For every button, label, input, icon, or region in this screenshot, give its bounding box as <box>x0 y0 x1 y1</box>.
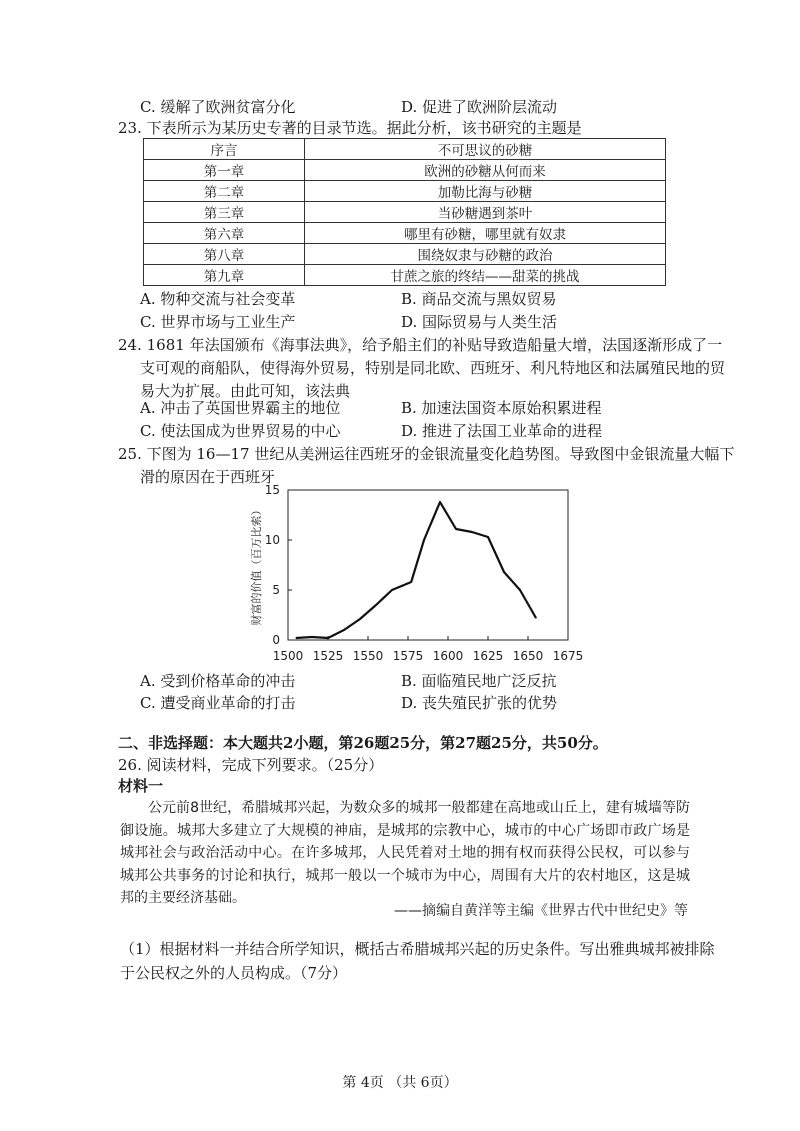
toc-row <box>144 160 666 181</box>
toc-chapter: 第一章 <box>144 160 305 181</box>
toc-title: 围绕奴隶与砂糖的政治 <box>305 244 666 265</box>
data-point <box>391 589 392 590</box>
question1-line1: （1）根据材料一并结合所学知识，概括古希腊城邦兴起的历史条件。写出雅典城邦被排除 <box>120 940 715 958</box>
question1-line2: 于公民权之外的人员构成。（7分） <box>120 964 348 982</box>
y-tick-label: 10 <box>264 533 280 547</box>
data-point <box>295 637 296 638</box>
y-axis-label-text: 财富的价值（百万比索） <box>250 504 263 626</box>
y-axis-label <box>249 505 263 626</box>
q24-stem-line3: 易大为扩展。由此可知，该法典 <box>140 382 351 400</box>
q26-stem: 26. 阅读材料，完成下列要求。（25分） <box>118 756 384 774</box>
x-tick-label: 1525 <box>312 649 344 663</box>
toc-row <box>144 202 666 223</box>
toc-title: 哪里有砂糖，哪里就有奴隶 <box>305 223 666 244</box>
q24-option-b: B. 加速法国资本原始积累进程 <box>401 399 602 417</box>
material-source: ——摘编自黄洋等主编《世界古代中世纪史》等 <box>394 903 688 919</box>
q24-option-a: A. 冲击了英国世界霸主的地位 <box>140 399 341 417</box>
page-footer: 第 4页 （共 6页） <box>342 1075 458 1091</box>
x-tick-label: 1575 <box>392 649 424 663</box>
q23-option-a: A. 物种交流与社会变革 <box>140 290 296 308</box>
toc-title: 不可思议的砂糖 <box>305 139 666 160</box>
toc-title: 欧洲的砂糖从何而来 <box>305 160 666 181</box>
data-point <box>359 618 360 619</box>
toc-title: 加勒比海与砂糖 <box>305 181 666 202</box>
data-point <box>487 536 488 537</box>
toc-chapter: 第八章 <box>144 244 305 265</box>
y-tick-label: 15 <box>264 483 280 497</box>
toc-chapter: 第三章 <box>144 202 305 223</box>
data-point <box>503 571 504 572</box>
y-tick-label: 0 <box>272 633 280 647</box>
data-point <box>327 637 328 638</box>
x-tick-label: 1625 <box>472 649 504 663</box>
q24-stem-line2: 支可观的商船队，使得海外贸易，特别是同北欧、西班牙、利凡特地区和法属殖民地的贸 <box>140 359 726 377</box>
toc-row <box>144 181 666 202</box>
q25-option-a: A. 受到价格革命的冲击 <box>140 672 296 690</box>
q23-option-c: C. 世界市场与工业生产 <box>140 313 296 331</box>
silver-flow-chart <box>246 480 584 680</box>
material-passage <box>120 797 690 910</box>
toc-chapter: 序言 <box>144 139 305 160</box>
data-point <box>439 501 440 502</box>
data-point <box>411 581 412 582</box>
q23-option-d: D. 国际贸易与人类生活 <box>401 313 558 331</box>
data-point <box>375 604 376 605</box>
data-point <box>343 629 344 630</box>
material-title: 材料一 <box>118 777 164 795</box>
data-point <box>423 539 424 540</box>
toc-chapter: 第二章 <box>144 181 305 202</box>
section2-heading: 二、非选择题：本大题共2小题，第26题25分，第27题25分，共50分。 <box>118 734 608 752</box>
toc-title: 甘蔗之旅的终结——甜菜的挑战 <box>305 265 666 286</box>
q22-option-d: D. 促进了欧洲阶层流动 <box>401 98 558 116</box>
toc-row <box>144 265 666 286</box>
toc-title: 当砂糖遇到茶叶 <box>305 202 666 223</box>
data-point <box>471 531 472 532</box>
data-point <box>311 636 312 637</box>
q25-option-c: C. 遭受商业革命的打击 <box>140 694 296 712</box>
data-point <box>519 589 520 590</box>
data-point <box>455 528 456 529</box>
q25-option-d: D. 丧失殖民扩张的优势 <box>401 694 558 712</box>
series-line <box>296 502 536 638</box>
x-tick-label: 1650 <box>512 649 544 663</box>
x-tick-label: 1600 <box>432 649 464 663</box>
toc-row <box>144 223 666 244</box>
x-tick-label: 1675 <box>552 649 584 663</box>
q22-option-c: C. 缓解了欧洲贫富分化 <box>140 98 296 116</box>
q23-stem: 23. 下表所示为某历史专著的目录节选。据此分析，该书研究的主题是 <box>118 119 582 137</box>
plot-frame <box>288 490 568 640</box>
data-point <box>535 617 536 618</box>
q24-option-d: D. 推进了法国工业革命的进程 <box>401 422 603 440</box>
x-tick-label: 1550 <box>352 649 384 663</box>
material-text: 公元前8世纪，希腊城邦兴起，为数众多的城邦一般都建在高地或山丘上，建有城墙等防御设施。城邦大多建立了大规模的神庙，是城邦的宗教中心，城市的中心广场即市政广场是城邦社会与政治活动中心。在许多城邦，人民凭着对土地的拥有权而获得公民权，可以参与城邦公共事务的讨论和执行，城邦一般以一个城市为中心，周围有大片的农村地区，这是城邦的主要经济基础。 <box>120 800 690 906</box>
toc-chapter: 第六章 <box>144 223 305 244</box>
q25-stem-line1: 25. 下图为 16—17 世纪从美洲运往西班牙的金银流量变化趋势图。导致图中金银流量大幅下 <box>118 445 735 463</box>
q25-stem-line2: 滑的原因在于西班牙 <box>140 468 276 486</box>
q24-stem-line1: 24. 1681 年法国颁布《海事法典》，给予船主们的补贴导致造船量大增，法国逐渐形成了一 <box>118 336 723 354</box>
x-tick-label: 1500 <box>272 649 304 663</box>
q23-option-b: B. 商品交流与黑奴贸易 <box>401 290 557 308</box>
q23-contents-table <box>143 138 666 286</box>
toc-row <box>144 139 666 160</box>
y-tick-label: 5 <box>272 583 280 597</box>
toc-chapter: 第九章 <box>144 265 305 286</box>
toc-row <box>144 244 666 265</box>
q25-option-b: B. 面临殖民地广泛反抗 <box>401 672 557 690</box>
q24-option-c: C. 使法国成为世界贸易的中心 <box>140 422 341 440</box>
